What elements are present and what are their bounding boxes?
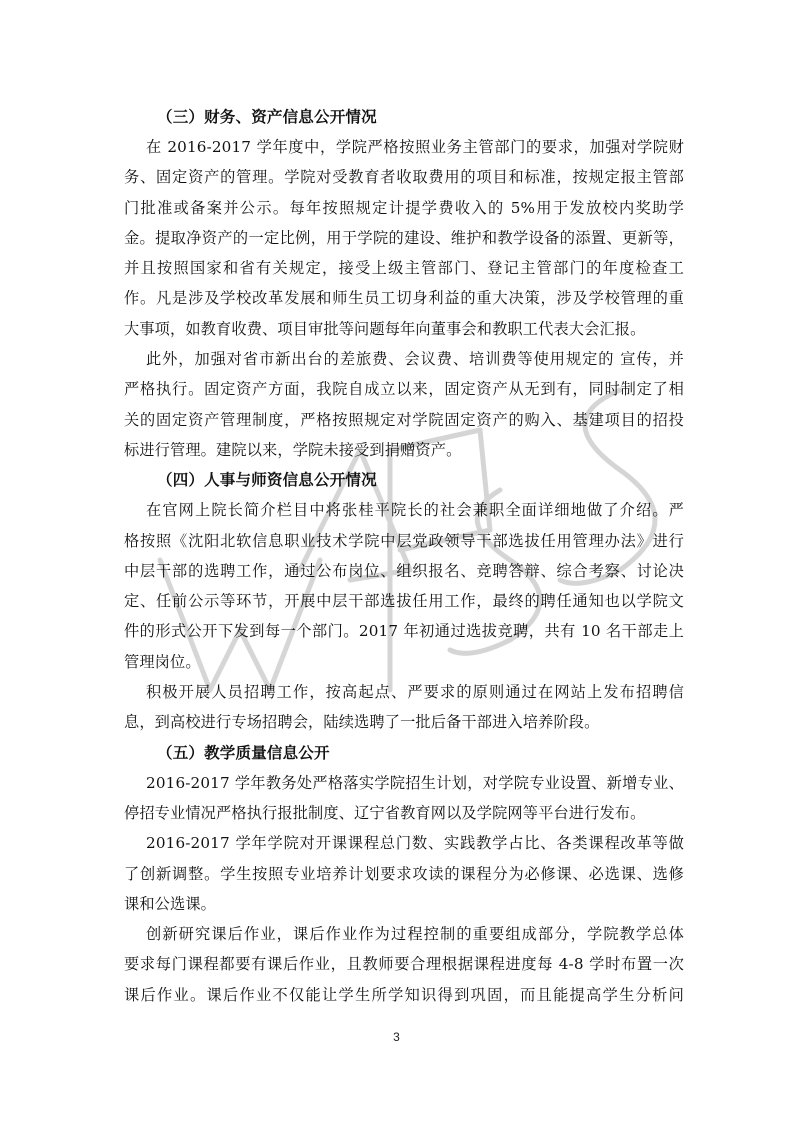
text-line: 严格执行。固定资产方面，我院自成立以来，固定资产从无到有，同时制定了相: [124, 380, 684, 399]
document-body: [124, 102, 684, 1010]
text-line: 中层干部的选聘工作，通过公布岗位、组织报名、竞聘答辩、综合考察、讨论决: [124, 561, 684, 580]
paragraph: [124, 344, 684, 465]
paragraph: [124, 768, 684, 829]
text-line: 关的固定资产管理制度，严格按照规定对学院固定资产的购入、基建项目的招投: [124, 410, 684, 429]
text-line: 2016-2017 学年教务处严格落实学院招生计划，对学院专业设置、新增专业、: [146, 773, 684, 792]
paragraph: [124, 495, 684, 677]
paragraph: [124, 828, 684, 919]
text-line: 件的形式公开下发到每一个部门。2017 年初通过选拔竞聘，共有 10 名干部走上: [124, 622, 684, 641]
text-line: 课后作业。课后作业不仅能让学生所学知识得到巩固，而且能提高学生分析问: [124, 985, 684, 1004]
text-line: 在官网上院长简介栏目中将张桂平院长的社会兼职全面详细地做了介绍。严: [146, 501, 684, 520]
text-line: 息，到高校进行专场招聘会，陆续选聘了一批后备干部进入培养阶段。: [124, 713, 600, 732]
text-line: 格按照《沈阳北软信息职业技术学院中层党政领导干部选拔任用管理办法》进行: [124, 531, 684, 550]
page-number: 3: [393, 1030, 400, 1044]
text-line: 务、固定资产的管理。学院对受教育者收取费用的项目和标准，按规定报主管部: [124, 168, 684, 187]
text-line: 管理岗位。: [124, 652, 201, 671]
paragraph: [124, 132, 684, 344]
text-line: 此外，加强对省市新出台的差旅费、会议费、培训费等使用规定的 宣传，并: [146, 350, 684, 369]
text-line: 标进行管理。建院以来，学院未接受到捐赠资产。: [124, 440, 462, 459]
text-line: 停招专业情况严格执行报批制度、辽宁省教育网以及学院网等平台进行发布。: [124, 803, 646, 822]
text-line: 在 2016-2017 学年度中，学院严格按照业务主管部门的要求，加强对学院财: [146, 138, 684, 156]
text-line: 定、任前公示等环节，开展中层干部选拔任用工作，最终的聘任通知也以学院文: [124, 592, 684, 611]
text-line: 积极开展人员招聘工作，按高起点、严要求的原则通过在网站上发布招聘信: [146, 683, 684, 702]
text-line: 大事项，如教育收费、项目审批等问题每年向董事会和教职工代表大会汇报。: [124, 319, 646, 338]
section-heading-teaching-quality: （五）教学质量信息公开: [157, 743, 330, 762]
text-line: 要求每门课程都要有课后作业，且教师要合理根据课程进度每 4-8 学时布置一次: [124, 955, 684, 974]
text-line: 创新研究课后作业，课后作业作为过程控制的重要组成部分，学院教学总体: [146, 925, 684, 944]
paragraph: [124, 919, 684, 1010]
section-heading-finance: （三）财务、资产信息公开情况: [157, 108, 377, 126]
text-line: 了创新调整。学生按照专业培养计划要求攻读的课程分为必修课、必选课、选修: [124, 864, 684, 883]
section-heading-personnel: （四）人事与师资信息公开情况: [157, 471, 377, 490]
text-line: 门批准或备案并公示。每年按照规定计提学费收入的 5%用于发放校内奖助学: [124, 198, 684, 217]
paragraph: [124, 677, 684, 738]
text-line: 2016-2017 学年学院对开课课程总门数、实践教学占比、各类课程改革等做: [146, 834, 684, 853]
text-line: 课和公选课。: [124, 894, 217, 913]
text-line: 金。提取净资产的一定比例，用于学院的建设、维护和教学设备的添置、更新等，: [124, 228, 684, 247]
text-line: 作。凡是涉及学校改革发展和师生员工切身利益的重大决策，涉及学校管理的重: [124, 289, 684, 308]
text-line: 并且按照国家和省有关规定，接受上级主管部门、登记主管部门的年度检查工: [124, 259, 684, 278]
